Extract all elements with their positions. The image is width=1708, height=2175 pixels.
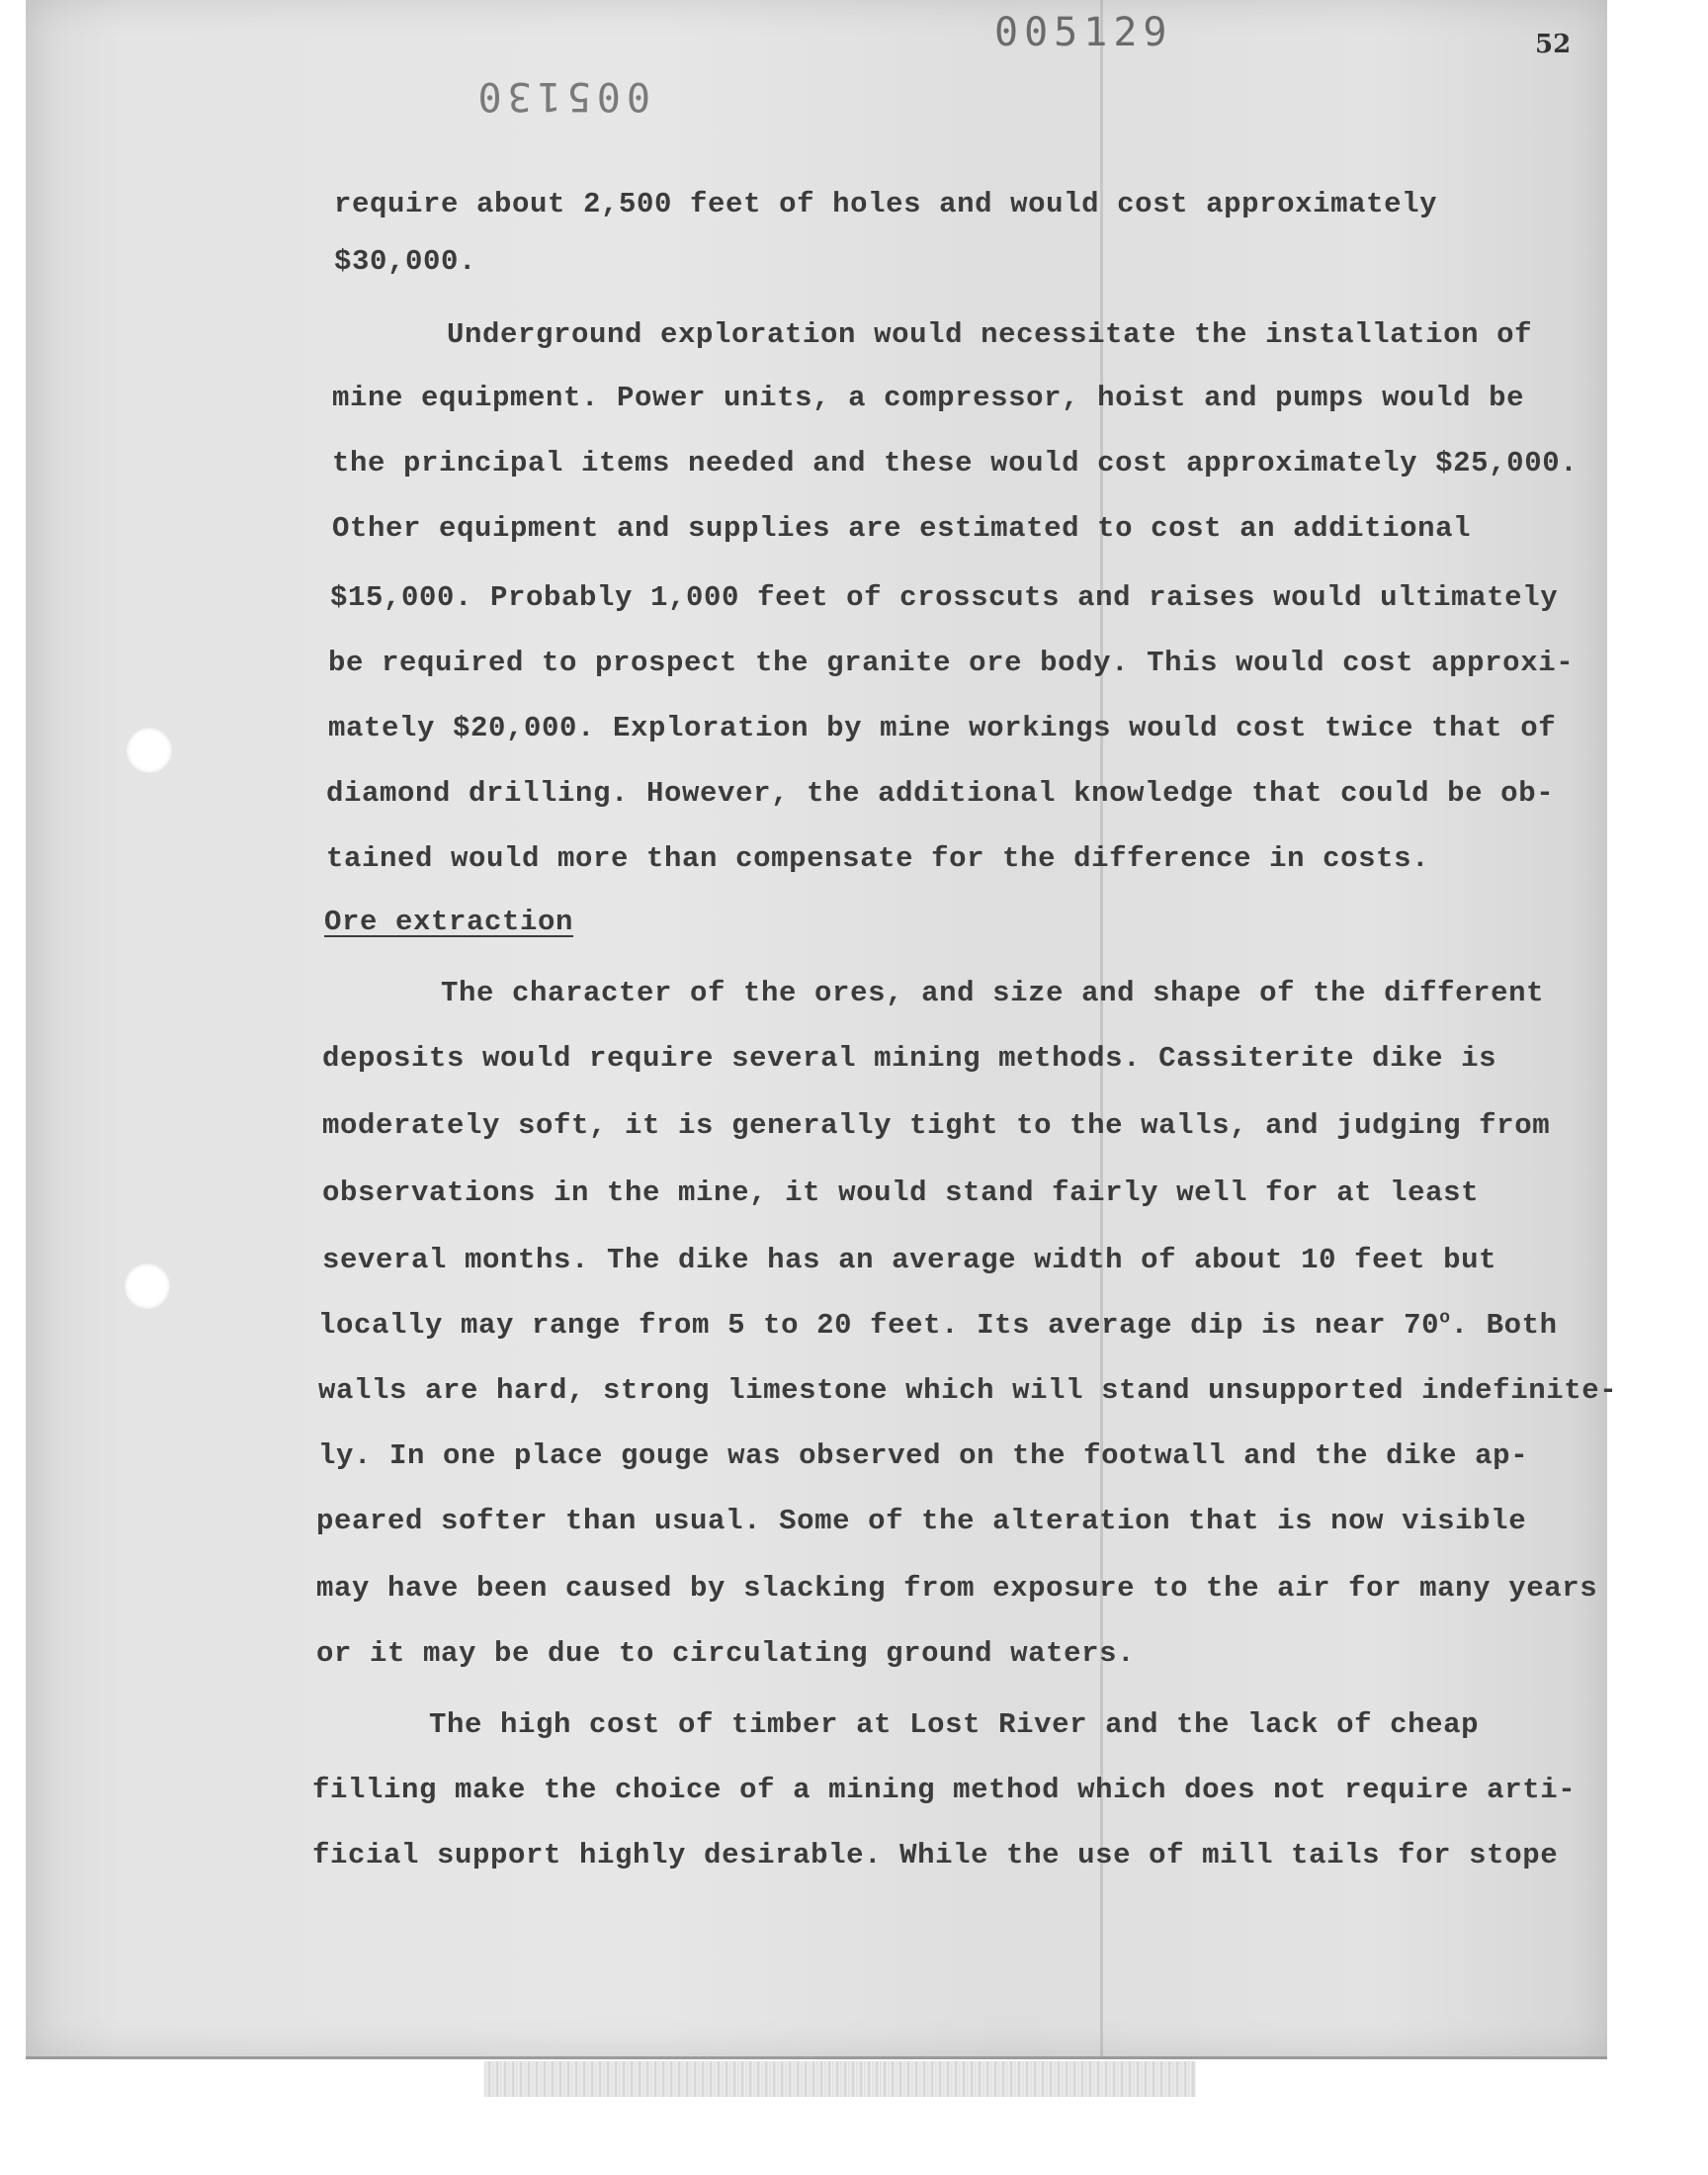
document-number-stamp: 005129 xyxy=(994,10,1173,55)
paragraph-first-line: Underground exploration would necessitate the installation of xyxy=(447,318,1533,351)
text-line: mately $20,000. Exploration by mine workings would cost twice that of xyxy=(328,712,1557,744)
text-line: or it may be due to circulating ground waters. xyxy=(316,1637,1136,1670)
paragraph-first-line: The character of the ores, and size and shape of the different xyxy=(441,977,1545,1009)
text-line: ly. In one place gouge was observed on the footwall and the dike ap- xyxy=(318,1439,1529,1472)
text-line: be required to prospect the granite ore body. This would cost approxi- xyxy=(328,647,1575,679)
text-line: peared softer than usual. Some of the alteration that is now visible xyxy=(316,1505,1527,1537)
paragraph-first-line: The high cost of timber at Lost River and the lack of cheap xyxy=(429,1708,1480,1741)
text-line: $30,000. xyxy=(334,245,477,278)
paper-sheet xyxy=(26,0,1607,2059)
page-crease xyxy=(1100,0,1103,2056)
section-heading: Ore extraction xyxy=(324,906,574,938)
text-line: diamond drilling. However, the additional knowledge that could be ob- xyxy=(326,777,1555,810)
text-line: filling make the choice of a mining method which does not require arti- xyxy=(312,1774,1577,1806)
text-line: $15,000. Probably 1,000 feet of crosscuts and raises would ultimately xyxy=(330,581,1559,614)
text-line: deposits would require several mining methods. Cassiterite dike is xyxy=(322,1042,1497,1075)
text-line: observations in the mine, it would stand fairly well for at least xyxy=(322,1176,1480,1209)
text-line: mine equipment. Power units, a compressor, hoist and pumps would be xyxy=(332,382,1525,414)
text-line: tained would more than compensate for the difference in costs. xyxy=(326,842,1430,875)
page-number: 52 xyxy=(1535,30,1572,59)
text-line: require about 2,500 feet of holes and would cost approximately xyxy=(334,188,1438,220)
text-line: walls are hard, strong limestone which will stand unsupported indefinite- xyxy=(318,1374,1618,1407)
punch-hole-upper xyxy=(127,728,172,773)
text-line: Other equipment and supplies are estimated to cost an additional xyxy=(332,512,1472,545)
text-line: several months. The dike has an average width of about 10 feet but xyxy=(322,1244,1497,1276)
text-line-tail: . Both xyxy=(1450,1309,1558,1342)
inverted-number-stamp: 005130 xyxy=(471,73,650,119)
text-line: moderately soft, it is generally tight to the walls, and judging from xyxy=(322,1109,1551,1142)
scan-bleed-strip xyxy=(484,2061,1196,2097)
text-line: may have been caused by slacking from exposure to the air for many years xyxy=(316,1572,1598,1605)
text-line: the principal items needed and these would cost approximately $25,000. xyxy=(332,447,1579,479)
degree-mark: o xyxy=(1439,1308,1451,1329)
text-line-main: locally may range from 5 to 20 feet. Its average dip is near 70 xyxy=(318,1309,1440,1342)
text-line xyxy=(318,1309,1558,1343)
text-line: ficial support highly desirable. While the use of mill tails for stope xyxy=(312,1839,1559,1871)
punch-hole-lower xyxy=(125,1263,170,1309)
